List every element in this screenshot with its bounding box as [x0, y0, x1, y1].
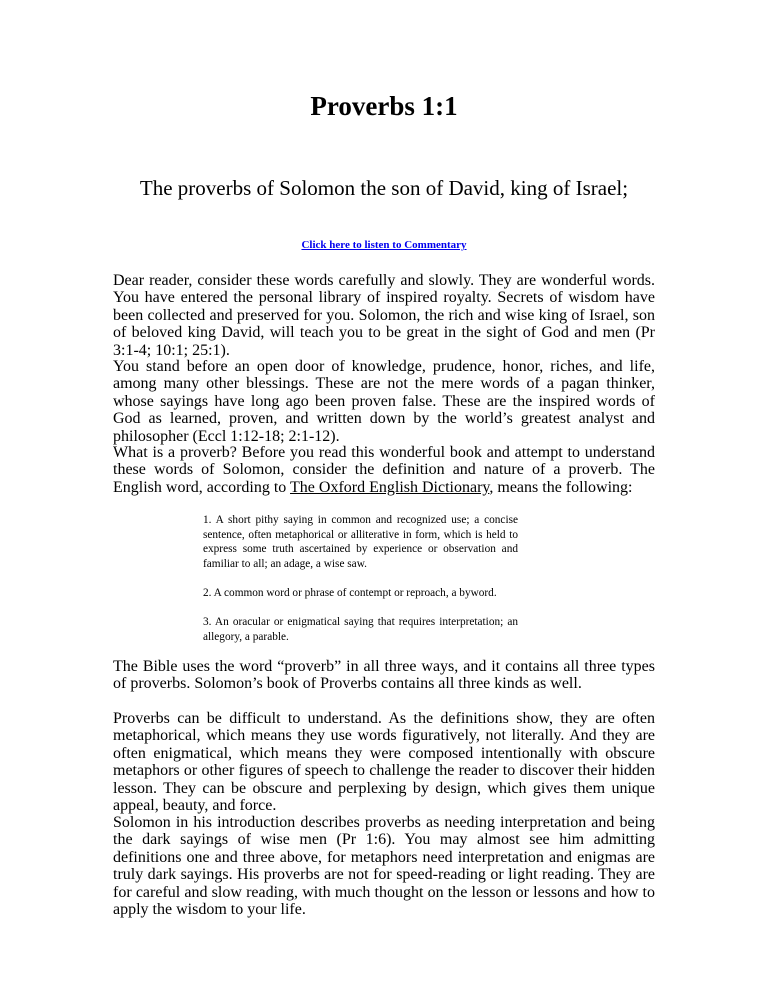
- dictionary-reference: The Oxford English Dictionary: [290, 478, 490, 496]
- paragraph-open-door: You stand before an open door of knowledge, prudence, honor, riches, and life, among many other blessings. These are not the mere words of a pagan thinker, whose sayings have long ago been proven false. These are the inspired words of God as learned, proven, and written down by the world’s greatest analyst and philosopher (Eccl 1:12-18; 2:1-12).: [113, 358, 655, 445]
- paragraph-text-after: , means the following:: [489, 478, 633, 496]
- paragraph-introduction: Solomon in his introduction describes proverbs as needing interpretation and being the dark sayings of wise men (Pr 1:6). You may almost see him admitting definitions one and three above, for metaphors need interpretation and enigmas are truly dark sayings. His proverbs are not for speed-reading or light reading. They are for careful and slow reading, with much thought on the lesson or lessons and how to apply the wisdom to your life.: [113, 814, 655, 919]
- definition-2: 2. A common word or phrase of contempt or reproach, a byword.: [203, 587, 497, 599]
- definition-3: 3. An oracular or enigmatical saying that requires interpretation; an allegory, a parable.: [203, 616, 518, 643]
- paragraph-what-is-proverb: [113, 444, 655, 496]
- paragraph-bible-uses: The Bible uses the word “proverb” in all three ways, and it contains all three types of proverbs. Solomon’s book of Proverbs contains all three kinds as well.: [113, 658, 655, 693]
- listen-commentary-link[interactable]: Click here to listen to Commentary: [301, 239, 467, 251]
- paragraph-difficult: Proverbs can be difficult to understand. As the definitions show, they are often metaphorical, which means they use words figuratively, not literally. And they are often enigmatical, which means they were composed intentionally with obscure metaphors or other figures of speech to challenge the reader to discover their hidden lesson. They can be obscure and perplexing by design, which gives them unique appeal, beauty, and force.: [113, 710, 655, 815]
- page-title: Proverbs 1:1: [310, 91, 458, 121]
- paragraph-text-before: What is a proverb? Before you read this wonderful book and attempt to understand these words of Solomon, consider the definition and nature of a proverb. The English word, according to: [113, 444, 655, 496]
- verse-text: The proverbs of Solomon the son of David, king of Israel;: [139, 176, 629, 200]
- listen-link-container: [113, 238, 655, 252]
- definition-1: 1. A short pithy saying in common and recognized use; a concise sentence, often metaphorical or alliterative in form, which is held to express some truth ascertained by experience or observation and familiar to all; an adage, a wise saw.: [203, 514, 518, 570]
- paragraph-intro: Dear reader, consider these words carefully and slowly. They are wonderful words. You have entered the personal library of inspired royalty. Secrets of wisdom have been collected and preserved for you. Solomon, the rich and wise king of Israel, son of beloved king David, will teach you to be great in the sight of God and men (Pr 3:1-4; 10:1; 25:1).: [113, 272, 655, 359]
